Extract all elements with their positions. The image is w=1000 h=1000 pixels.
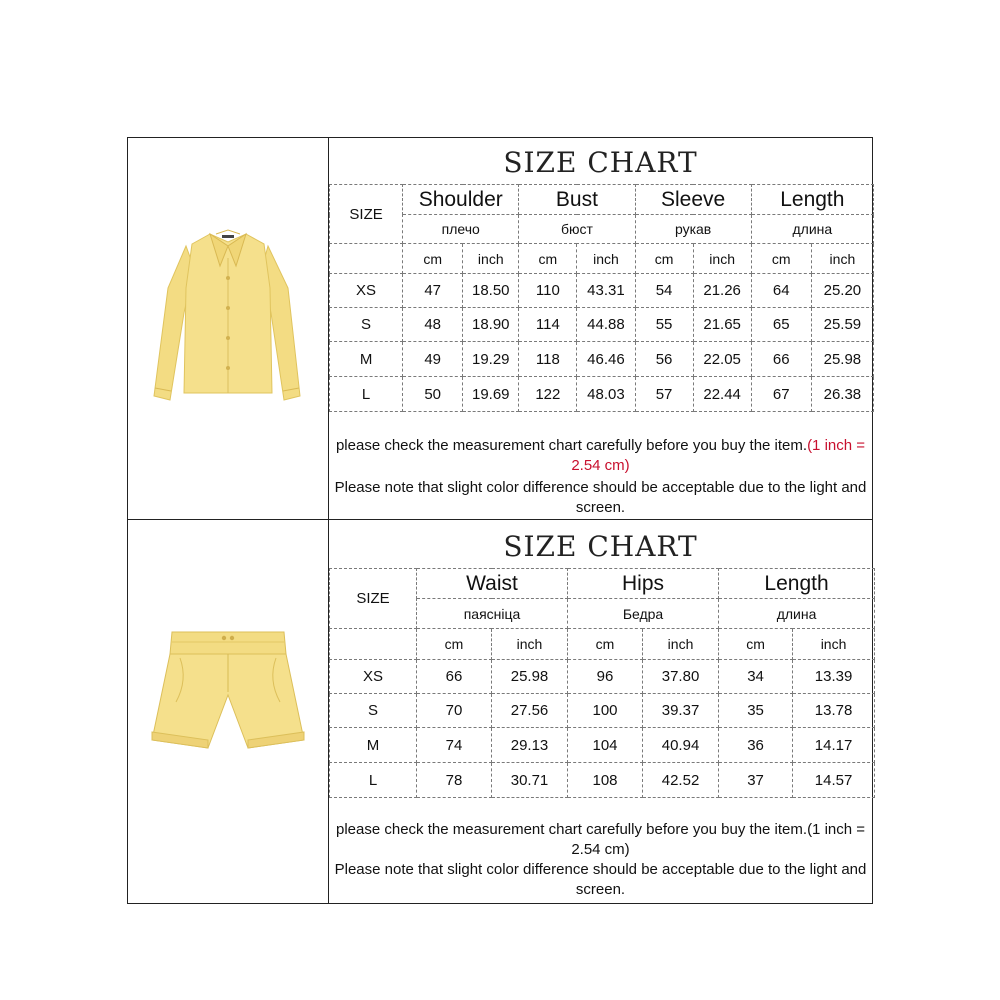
waist-header: Waist xyxy=(417,569,568,599)
size-cell: XS xyxy=(330,274,403,308)
unit-cell: inch xyxy=(643,629,719,660)
table-row xyxy=(330,342,874,377)
value-cell: 118 xyxy=(519,342,577,377)
value-cell: 14.57 xyxy=(793,763,875,798)
inch-conversion-note: (1 inch = 2.54 cm) xyxy=(571,437,866,474)
value-cell: 36 xyxy=(719,728,793,763)
hips-ru-header: Бедра xyxy=(568,599,719,629)
value-cell: 104 xyxy=(568,728,643,763)
value-cell: 78 xyxy=(417,763,492,798)
table-row xyxy=(330,377,874,412)
table-row xyxy=(330,660,875,694)
color-difference-note: Please note that slight color difference should be acceptable due to the light and screen. xyxy=(334,479,867,516)
blank-cell xyxy=(330,244,403,274)
value-cell: 40.94 xyxy=(643,728,719,763)
value-cell: 21.65 xyxy=(693,308,751,342)
value-cell: 56 xyxy=(635,342,693,377)
value-cell: 66 xyxy=(751,342,811,377)
value-cell: 22.05 xyxy=(693,342,751,377)
unit-cell: cm xyxy=(751,244,811,274)
unit-cell: cm xyxy=(519,244,577,274)
value-cell: 37.80 xyxy=(643,660,719,694)
unit-cell: inch xyxy=(693,244,751,274)
waist-ru-header: паясніца xyxy=(417,599,568,629)
size-header: SIZE xyxy=(330,185,403,244)
value-cell: 74 xyxy=(417,728,492,763)
value-cell: 64 xyxy=(751,274,811,308)
value-cell: 57 xyxy=(635,377,693,412)
value-cell: 50 xyxy=(403,377,463,412)
value-cell: 96 xyxy=(568,660,643,694)
value-cell: 48.03 xyxy=(577,377,635,412)
length-ru-header: длина xyxy=(719,599,875,629)
value-cell: 108 xyxy=(568,763,643,798)
shorts-image-cell xyxy=(128,520,329,903)
measurement-note: please check the measurement chart carefully before you buy the item.(1 inch = 2.54 cm) xyxy=(335,821,866,858)
value-cell: 39.37 xyxy=(643,694,719,728)
value-cell: 70 xyxy=(417,694,492,728)
value-cell: 25.98 xyxy=(492,660,568,694)
value-cell: 66 xyxy=(417,660,492,694)
value-cell: 114 xyxy=(519,308,577,342)
length-header: Length xyxy=(719,569,875,599)
bottom-size-chart xyxy=(329,520,872,903)
value-cell: 34 xyxy=(719,660,793,694)
value-cell: 25.59 xyxy=(811,308,873,342)
bottom-chart-title: SIZE CHART xyxy=(503,530,698,563)
size-cell: L xyxy=(330,763,417,798)
size-chart-bottom-panel xyxy=(127,520,873,904)
value-cell: 47 xyxy=(403,274,463,308)
unit-cell: inch xyxy=(492,629,568,660)
value-cell: 29.13 xyxy=(492,728,568,763)
value-cell: 67 xyxy=(751,377,811,412)
size-cell: M xyxy=(330,342,403,377)
sleeve-header: Sleeve xyxy=(635,185,751,215)
size-header: SIZE xyxy=(330,569,417,629)
yellow-shorts-image xyxy=(128,520,328,904)
unit-cell: cm xyxy=(635,244,693,274)
measurement-note xyxy=(329,436,872,476)
table-row xyxy=(330,763,875,798)
hips-header: Hips xyxy=(568,569,719,599)
value-cell: 49 xyxy=(403,342,463,377)
bust-ru-header: бюст xyxy=(519,215,635,244)
unit-cell: inch xyxy=(793,629,875,660)
yellow-shirt-image xyxy=(128,138,328,521)
bust-header: Bust xyxy=(519,185,635,215)
size-cell: XS xyxy=(330,660,417,694)
shoulder-header: Shoulder xyxy=(403,185,519,215)
value-cell: 100 xyxy=(568,694,643,728)
value-cell: 42.52 xyxy=(643,763,719,798)
top-chart-title: SIZE CHART xyxy=(503,146,698,179)
unit-cell: inch xyxy=(463,244,519,274)
table-row xyxy=(330,694,875,728)
value-cell: 65 xyxy=(751,308,811,342)
unit-cell: cm xyxy=(568,629,643,660)
length-header: Length xyxy=(751,185,873,215)
value-cell: 122 xyxy=(519,377,577,412)
value-cell: 19.29 xyxy=(463,342,519,377)
table-row xyxy=(330,274,874,308)
value-cell: 18.50 xyxy=(463,274,519,308)
value-cell: 25.20 xyxy=(811,274,873,308)
size-cell: S xyxy=(330,694,417,728)
value-cell: 46.46 xyxy=(577,342,635,377)
value-cell: 27.56 xyxy=(492,694,568,728)
unit-cell: cm xyxy=(719,629,793,660)
unit-cell: cm xyxy=(403,244,463,274)
color-difference-note: Please note that slight color difference should be acceptable due to the light and screen. xyxy=(334,861,867,898)
value-cell: 110 xyxy=(519,274,577,308)
value-cell: 30.71 xyxy=(492,763,568,798)
size-cell: L xyxy=(330,377,403,412)
measurement-note-text: please check the measurement chart carefully before you buy the item. xyxy=(335,437,808,454)
value-cell: 48 xyxy=(403,308,463,342)
value-cell: 21.26 xyxy=(693,274,751,308)
table-row xyxy=(330,728,875,763)
bottom-size-table xyxy=(329,568,875,798)
value-cell: 43.31 xyxy=(577,274,635,308)
top-size-chart xyxy=(329,138,872,519)
value-cell: 44.88 xyxy=(577,308,635,342)
top-size-table xyxy=(329,184,874,412)
unit-cell: inch xyxy=(811,244,873,274)
value-cell: 22.44 xyxy=(693,377,751,412)
blank-cell xyxy=(330,629,417,660)
value-cell: 14.17 xyxy=(793,728,875,763)
value-cell: 35 xyxy=(719,694,793,728)
value-cell: 54 xyxy=(635,274,693,308)
value-cell: 37 xyxy=(719,763,793,798)
unit-cell: cm xyxy=(417,629,492,660)
shoulder-ru-header: плечо xyxy=(403,215,519,244)
table-row xyxy=(330,308,874,342)
value-cell: 26.38 xyxy=(811,377,873,412)
shirt-image-cell xyxy=(128,138,329,519)
value-cell: 18.90 xyxy=(463,308,519,342)
value-cell: 13.39 xyxy=(793,660,875,694)
size-cell: S xyxy=(330,308,403,342)
size-chart-top-panel xyxy=(127,137,873,520)
value-cell: 19.69 xyxy=(463,377,519,412)
length-ru-header: длина xyxy=(751,215,873,244)
value-cell: 55 xyxy=(635,308,693,342)
unit-cell: inch xyxy=(577,244,635,274)
sleeve-ru-header: рукав xyxy=(635,215,751,244)
size-cell: M xyxy=(330,728,417,763)
value-cell: 25.98 xyxy=(811,342,873,377)
value-cell: 13.78 xyxy=(793,694,875,728)
